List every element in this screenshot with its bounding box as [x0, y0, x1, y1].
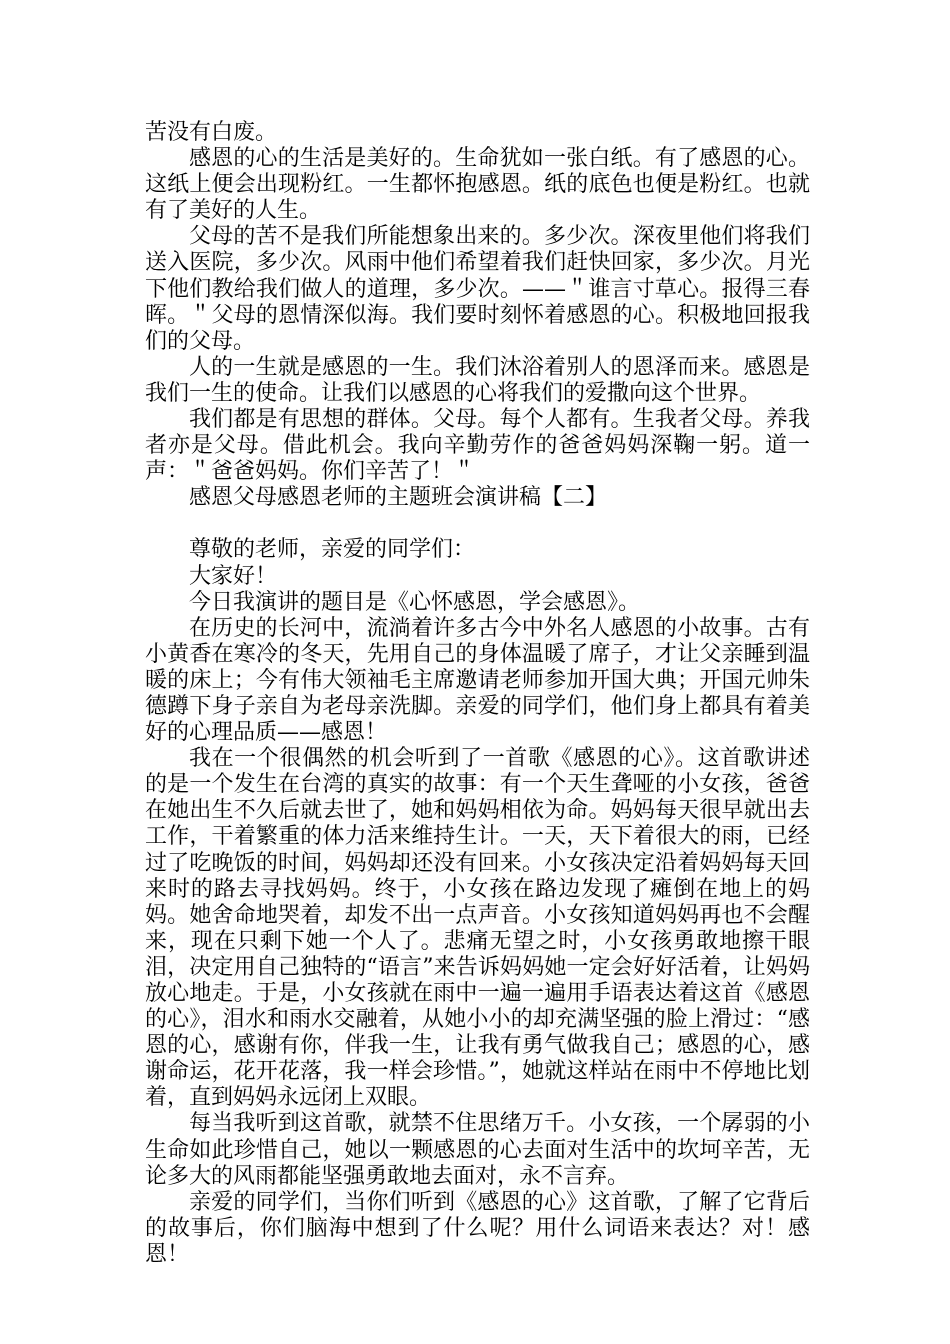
- salutation: 尊敬的老师，亲爱的同学们：: [189, 537, 476, 563]
- paragraph: 人的一生就是感恩的一生。我们沐浴着别人的恩泽而来。感恩是我们一生的使命。让我们以感恩的心将我们的爱撒向这个世界。: [145, 354, 810, 406]
- paragraph: 感恩的心的生活是美好的。生命犹如一张白纸。有了感恩的心。这纸上便会出现粉红。一生都怀抱感恩。纸的底色也便是粉红。也就有了美好的人生。: [145, 146, 810, 224]
- paragraph-continuation: 苦没有白废。: [145, 120, 278, 145]
- blank-line: [145, 511, 810, 537]
- greeting: 大家好！: [189, 563, 278, 589]
- paragraph: 我在一个很偶然的机会听到了一首歌《感恩的心》。这首歌讲述的是一个发生在台湾的真实的故事：有一个天生聋哑的小女孩，爸爸在她出生不久后就去世了，她和妈妈相依为命。妈妈每天很早就出去工作，干着繁重的体力活来维持生计。一天，天下着很大的雨，已经过了吃晚饭的时间，妈妈却还没有回来。小女孩决定沿着妈妈每天回来时的路去寻找妈妈。终于，小女孩在路边发现了瘫倒在地上的妈妈。她舍命地哭着，却发不出一点声音。小女孩知道妈妈再也不会醒来，现在只剩下她一个人了。悲痛无望之时，小女孩勇敢地擦干眼泪，决定用自己独特的“语言”来告诉妈妈她一定会好好活着，让妈妈放心地走。于是，小女孩就在雨中一遍一遍用手语表达着这首《感恩的心》，泪水和雨水交融着，从她小小的却充满坚强的脸上滑过：“感恩的心，感谢有你，伴我一生，让我有勇气做我自己；感恩的心，感谢命运，花开花落，我一样会珍惜。”，她就这样站在雨中不停地比划着，直到妈妈永远闭上双眼。: [145, 746, 810, 1111]
- paragraph: 亲爱的同学们，当你们听到《感恩的心》这首歌，了解了它背后的故事后，你们脑海中想到了什么呢？用什么词语来表达？对！感恩！: [145, 1189, 810, 1267]
- paragraph: 每当我听到这首歌，就禁不住思绪万千。小女孩，一个孱弱的小生命如此珍惜自己，她以一颗感恩的心去面对生活中的坎坷辛苦，无论多大的风雨都能坚强勇敢地去面对，永不言弃。: [145, 1111, 810, 1189]
- paragraph: 父母的苦不是我们所能想象出来的。多少次。深夜里他们将我们送入医院，多少次。风雨中他们希望着我们赶快回家，多少次。月光下他们教给我们做人的道理，多少次。——＂谁言寸草心。报得三春晖。＂父母的恩情深似海。我们要时刻怀着感恩的心。积极地回报我们的父母。: [145, 224, 810, 354]
- section-heading: 感恩父母感恩老师的主题班会演讲稿【二】: [189, 485, 608, 511]
- document-page: [145, 120, 810, 1268]
- paragraph: 今日我演讲的题目是《心怀感恩，学会感恩》。: [189, 589, 641, 615]
- paragraph: 在历史的长河中，流淌着许多古今中外名人感恩的小故事。古有小黄香在寒冷的冬天，先用自己的身体温暖了席子，才让父亲睡到温暖的床上；今有伟大领袖毛主席邀请老师参加开国大典；开国元帅朱德蹲下身子亲自为老母亲洗脚。亲爱的同学们，他们身上都具有着美好的心理品质——感恩！: [145, 615, 810, 746]
- paragraph: 我们都是有思想的群体。父母。每个人都有。生我者父母。养我者亦是父母。借此机会。我向辛勤劳作的爸爸妈妈深鞠一躬。道一声：＂爸爸妈妈。你们辛苦了！＂: [145, 407, 810, 485]
